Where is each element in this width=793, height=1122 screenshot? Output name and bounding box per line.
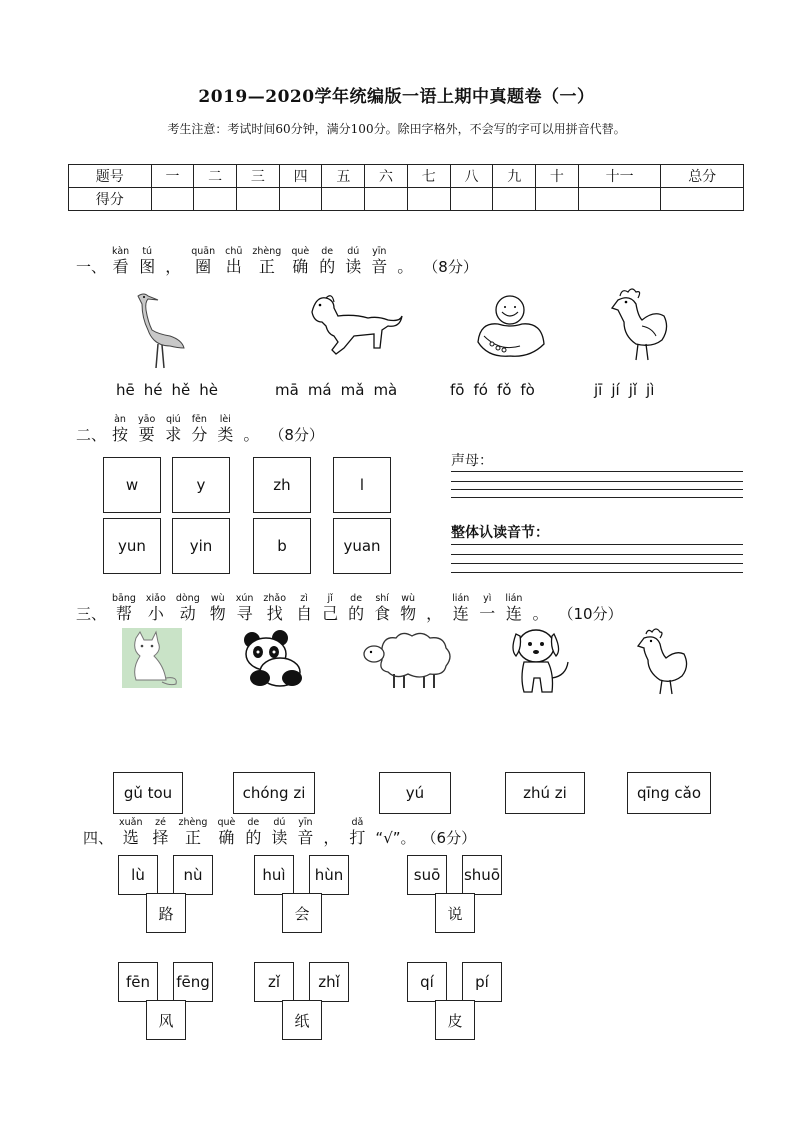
heading-char-pinyin: tú: [142, 246, 153, 257]
heading-char: [400, 593, 416, 624]
heading-char-pinyin: lián: [452, 593, 470, 604]
heading-char: [452, 593, 469, 624]
heading-char-pinyin: xuǎn: [119, 817, 143, 828]
heading-char: [153, 817, 169, 848]
heading-char-hanzi: 帮: [115, 604, 132, 623]
heading-char-hanzi: 分: [191, 425, 208, 444]
answer-line: [451, 481, 743, 482]
heading-char: [179, 817, 208, 848]
options-rooster: [594, 381, 663, 399]
heading-char-pinyin: lián: [505, 593, 523, 604]
heading-char-hanzi: 打: [349, 828, 366, 847]
heading-char-hanzi: 的: [319, 257, 336, 276]
score-table-score-cell: [578, 188, 661, 211]
options-buddha: [450, 381, 544, 399]
score-table-score-cell: [407, 188, 450, 211]
sort-box: w: [103, 457, 161, 513]
heading-char: [176, 593, 200, 624]
exam-notice: 考生注意：考试时间60分钟，满分100分。除田字格外，不会写的字可以用拼音代替。: [167, 122, 626, 136]
section2-number: 二、: [76, 426, 107, 444]
answer-line: [451, 489, 743, 490]
pinyin-choice: zhǐ: [309, 962, 349, 1002]
heading-char-hanzi: 看: [112, 257, 129, 276]
heading-char-hanzi: 求: [165, 425, 182, 444]
heading-char-pinyin: yì: [483, 593, 492, 604]
rooster-image: [608, 286, 672, 364]
food-box: qīng cǎo: [627, 772, 711, 814]
heading-char-pinyin: xún: [235, 593, 254, 604]
score-table-score-cell: [279, 188, 322, 211]
section4-chars: [119, 817, 375, 848]
heading-char: [139, 246, 155, 277]
pinyin-choice: hùn: [309, 855, 349, 895]
heading-char-pinyin: wù: [401, 593, 416, 604]
sort-box: b: [253, 518, 311, 574]
hanzi-box: 纸: [282, 1000, 322, 1040]
heading-char-pinyin: de: [321, 246, 334, 257]
score-table-header-cell: 题号: [69, 165, 152, 188]
score-table-header-cell: 三: [237, 165, 280, 188]
heading-char: [323, 828, 339, 848]
pinyin-option: mā: [275, 381, 299, 399]
heading-char: [322, 593, 338, 624]
heading-char: [236, 593, 254, 624]
section3-score: （10分）: [558, 605, 623, 623]
heading-char: [210, 593, 226, 624]
answer-line: [451, 554, 743, 555]
heading-char-pinyin: xiǎo: [145, 593, 166, 604]
heading-char: [165, 257, 181, 277]
score-table-score-cell: [151, 188, 194, 211]
pinyin-option: fō: [450, 381, 465, 399]
heading-char-hanzi: 物: [209, 604, 226, 623]
heading-char: [191, 246, 215, 277]
pinyin-choice: fēn: [118, 962, 158, 1002]
section3-chars: [112, 593, 558, 624]
heading-char: [479, 593, 495, 624]
pinyin-option: má: [307, 381, 332, 399]
heading-char-hanzi: 音: [371, 257, 388, 276]
pinyin-option: jì: [646, 381, 655, 399]
heading-char: [119, 817, 143, 848]
pinyin-option: jǐ: [628, 381, 638, 399]
heading-char-hanzi: 食: [374, 604, 391, 623]
score-table-header-cell: 十: [536, 165, 579, 188]
heading-char-pinyin: àn: [114, 414, 126, 425]
pinyin-option: jī: [594, 381, 603, 399]
pinyin-option: hě: [171, 381, 191, 399]
buddha-image: [470, 292, 550, 362]
pinyin-option: mà: [373, 381, 398, 399]
heading-char-hanzi: 的: [348, 604, 365, 623]
heading-char: [349, 817, 365, 848]
horse-image: [304, 292, 404, 362]
section2-heading: [76, 414, 330, 445]
heading-char-pinyin: zhèng: [252, 246, 282, 257]
pinyin-choice: lù: [118, 855, 158, 895]
heading-char: [319, 246, 335, 277]
heading-char-pinyin: lèi: [219, 414, 231, 425]
pinyin-option: hé: [143, 381, 163, 399]
heading-char-hanzi: 音: [297, 828, 314, 847]
heading-char-pinyin: shí: [375, 593, 389, 604]
heading-char-pinyin: zhǎo: [263, 593, 287, 604]
answer-line: [451, 563, 743, 564]
heading-char-hanzi: 出: [225, 257, 242, 276]
score-table-score-row: [69, 188, 744, 211]
pinyin-choice: pí: [462, 962, 502, 1002]
heading-char-hanzi: 正: [184, 828, 201, 847]
pinyin-choice: suō: [407, 855, 447, 895]
section1-heading: [76, 246, 484, 277]
heading-char-hanzi: 读: [271, 828, 288, 847]
heading-char: [426, 604, 442, 624]
section3-heading: [76, 593, 629, 624]
heading-char-pinyin: què: [217, 817, 236, 828]
heading-char-pinyin: fēn: [191, 414, 207, 425]
score-table-header-cell: 五: [322, 165, 365, 188]
heading-char-hanzi: 动: [179, 604, 196, 623]
hanzi-box: 会: [282, 893, 322, 933]
heading-char-hanzi: ，: [426, 604, 443, 623]
heading-char: [245, 817, 261, 848]
heading-char-pinyin: qiú: [165, 414, 181, 425]
heading-char-hanzi: 一: [479, 604, 496, 623]
heading-char-pinyin: chū: [225, 246, 243, 257]
sort-box: l: [333, 457, 391, 513]
pinyin-choice: nù: [173, 855, 213, 895]
pinyin-choice: huì: [254, 855, 294, 895]
heading-char-hanzi: 。: [532, 604, 549, 623]
sort-box: yin: [172, 518, 230, 574]
sort-box: y: [172, 457, 230, 513]
score-table-header-cell: 一: [151, 165, 194, 188]
heading-char-hanzi: 选: [122, 828, 139, 847]
score-table-header-cell: 二: [194, 165, 237, 188]
crane-image: [130, 290, 190, 370]
heading-char-hanzi: 。: [243, 425, 260, 444]
heading-char-hanzi: 小: [147, 604, 164, 623]
heading-char-pinyin: wù: [210, 593, 225, 604]
heading-char-pinyin: de: [350, 593, 363, 604]
answer-line: [451, 572, 743, 573]
food-box: chóng zi: [233, 772, 315, 814]
heading-char-pinyin: zhèng: [178, 817, 208, 828]
score-table-header-cell: 总分: [661, 165, 744, 188]
food-box: zhú zi: [505, 772, 585, 814]
heading-char: [138, 414, 155, 445]
heading-char-hanzi: ，: [165, 257, 182, 276]
pinyin-option: mǎ: [340, 381, 365, 399]
heading-char: [397, 257, 413, 277]
heading-char-hanzi: 找: [266, 604, 283, 623]
sort-box: zh: [253, 457, 311, 513]
heading-char: [348, 593, 364, 624]
hanzi-box: 说: [435, 893, 475, 933]
hanzi-box: 风: [146, 1000, 186, 1040]
heading-char-hanzi: 类: [217, 425, 234, 444]
pinyin-choice: zǐ: [254, 962, 294, 1002]
exam-title: 2019—2020学年统编版一语上期中真题卷（一）: [198, 87, 595, 107]
heading-char-pinyin: zì: [300, 593, 308, 604]
section4-heading: [83, 817, 482, 848]
heading-char-pinyin: jǐ: [327, 593, 333, 604]
sort-box: yuan: [333, 518, 391, 574]
score-table-score-cell: [237, 188, 280, 211]
options-crane: [116, 381, 227, 399]
options-horse: [275, 381, 406, 399]
heading-char: [296, 593, 312, 624]
pinyin-choice: shuō: [462, 855, 502, 895]
heading-char-hanzi: 图: [139, 257, 156, 276]
heading-char: [217, 414, 233, 445]
heading-char-pinyin: kàn: [112, 246, 130, 257]
score-table-score-cell: [493, 188, 536, 211]
score-table-score-cell: [194, 188, 237, 211]
heading-char-hanzi: ，: [323, 828, 340, 847]
heading-char: [146, 593, 166, 624]
heading-char: [112, 593, 136, 624]
pinyin-option: jí: [611, 381, 620, 399]
section1-number: 一、: [76, 258, 107, 276]
section1-score: （8分）: [423, 258, 478, 276]
section2-chars: [112, 414, 269, 445]
heading-char: [225, 246, 242, 277]
heading-char-hanzi: 确: [292, 257, 309, 276]
heading-char-pinyin: zé: [155, 817, 166, 828]
score-table-header-cell: 九: [493, 165, 536, 188]
sheep-image: [362, 630, 454, 692]
heading-char: [271, 817, 287, 848]
score-table-header-row: [69, 165, 744, 188]
answer-line: [451, 544, 743, 545]
section1-chars: [112, 246, 423, 277]
heading-char: [297, 817, 313, 848]
pinyin-choice: fēng: [173, 962, 213, 1002]
heading-char-hanzi: 。: [397, 257, 414, 276]
food-box: gǔ tou: [113, 772, 183, 814]
score-table-score-cell: [322, 188, 365, 211]
heading-char-hanzi: 读: [345, 257, 362, 276]
score-table-header-cell: 四: [279, 165, 322, 188]
hanzi-box: 皮: [435, 1000, 475, 1040]
score-table-score-cell: 得分: [69, 188, 152, 211]
section4-number: 四、: [83, 829, 114, 847]
heading-char-hanzi: 连: [505, 604, 522, 623]
food-box: yú: [379, 772, 451, 814]
pinyin-option: fò: [520, 381, 535, 399]
heading-char-pinyin: de: [247, 817, 260, 828]
heading-char: [263, 593, 286, 624]
section2-score: （8分）: [269, 426, 324, 444]
score-table-score-cell: [536, 188, 579, 211]
section3-number: 三、: [76, 605, 107, 623]
score-table-score-cell: [365, 188, 408, 211]
heading-char: [243, 425, 259, 445]
heading-char-hanzi: 物: [400, 604, 417, 623]
heading-char-pinyin: yīn: [372, 246, 387, 257]
score-table-header-cell: 十一: [578, 165, 661, 188]
pinyin-option: fó: [473, 381, 488, 399]
heading-char-pinyin: dòng: [175, 593, 200, 604]
pinyin-option: fǒ: [496, 381, 512, 399]
answer-line: [451, 497, 743, 498]
zhengti-label: 整体认读音节：: [451, 525, 549, 541]
heading-char-hanzi: 择: [152, 828, 169, 847]
heading-char-pinyin: quān: [191, 246, 216, 257]
heading-char-hanzi: 要: [138, 425, 155, 444]
heading-char-hanzi: 自: [296, 604, 313, 623]
heading-char: [374, 593, 390, 624]
hanzi-box: 路: [146, 893, 186, 933]
heading-char: [505, 593, 522, 624]
cat-image: [122, 628, 182, 688]
dog-image: [506, 622, 574, 696]
score-table-score-cell: [450, 188, 493, 211]
chicken-image: [634, 626, 692, 698]
heading-char-hanzi: 连: [452, 604, 469, 623]
heading-char-pinyin: yīn: [298, 817, 313, 828]
heading-char: [217, 817, 235, 848]
sort-box: yun: [103, 518, 161, 574]
pinyin-choice: qí: [407, 962, 447, 1002]
section4-score: （6分）: [421, 829, 477, 847]
heading-char: [252, 246, 281, 277]
panda-image: [240, 630, 306, 688]
pinyin-option: hè: [199, 381, 218, 399]
heading-char-hanzi: 正: [258, 257, 275, 276]
pinyin-option: hē: [116, 381, 135, 399]
answer-line: [451, 471, 743, 472]
heading-char-pinyin: bāng: [112, 593, 136, 604]
heading-char: [191, 414, 207, 445]
heading-char-hanzi: 己: [322, 604, 339, 623]
score-table: [68, 164, 744, 211]
heading-char: [345, 246, 361, 277]
heading-char-pinyin: dǎ: [351, 817, 364, 828]
heading-char-pinyin: dú: [273, 817, 286, 828]
heading-char-hanzi: 按: [112, 425, 129, 444]
heading-char: [165, 414, 181, 445]
heading-char: [112, 246, 129, 277]
heading-char-pinyin: què: [291, 246, 310, 257]
section4-mark: “√”。: [375, 829, 416, 847]
heading-char-hanzi: 圈: [195, 257, 212, 276]
heading-char-pinyin: dú: [347, 246, 360, 257]
heading-char-hanzi: 确: [218, 828, 235, 847]
score-table-header-cell: 七: [407, 165, 450, 188]
heading-char: [112, 414, 128, 445]
heading-char-pinyin: yāo: [138, 414, 156, 425]
heading-char: [532, 604, 548, 624]
heading-char: [291, 246, 309, 277]
score-table-score-cell: [661, 188, 744, 211]
heading-char-hanzi: 寻: [236, 604, 253, 623]
shengmu-label: 声母：: [451, 453, 493, 469]
heading-char: [371, 246, 387, 277]
score-table-header-cell: 六: [365, 165, 408, 188]
score-table-header-cell: 八: [450, 165, 493, 188]
heading-char-hanzi: 的: [245, 828, 262, 847]
